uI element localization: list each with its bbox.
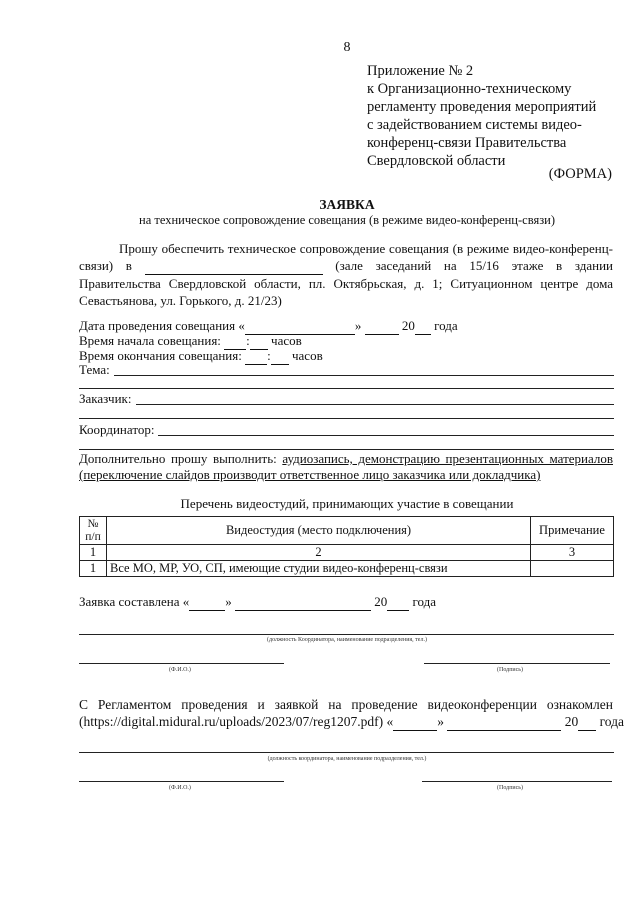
table-caption: Перечень видеостудий, принимающих участие в совещании bbox=[180, 496, 514, 511]
topic-field-line-2[interactable] bbox=[79, 388, 614, 389]
date-label: Дата проведения совещания « bbox=[79, 318, 245, 333]
request-text-2: (зале заседаний на 15/16 этаже в здании Правительства Свердловской области, пл. Октябрьская, д. 1; Ситуационном центре дома Севастьянова, ул. Горького, д. 21/23) bbox=[79, 258, 614, 308]
compiled-year-suffix: года bbox=[412, 594, 436, 609]
index-note: 3 bbox=[531, 545, 614, 561]
row-num: 1 bbox=[80, 561, 107, 577]
row-note[interactable] bbox=[531, 561, 614, 577]
request-paragraph bbox=[79, 240, 613, 309]
table-row bbox=[80, 561, 614, 577]
request-text-1: Прошу обеспечить техническое сопровождение совещания (в режиме видео-конференц-связи) в bbox=[79, 241, 613, 273]
coordinator-field-line-2[interactable] bbox=[79, 449, 614, 450]
date-quote-close: » bbox=[354, 318, 362, 333]
compiled-month-field[interactable] bbox=[235, 594, 371, 611]
appendix-line: Приложение № 2 bbox=[367, 63, 474, 79]
end-minute-field[interactable] bbox=[271, 348, 289, 365]
ack-quote-open: « bbox=[386, 714, 394, 729]
additional-paragraph bbox=[79, 451, 613, 483]
form-label: (ФОРМА) bbox=[548, 166, 612, 182]
ack-month-field[interactable] bbox=[447, 713, 561, 731]
table-index-row bbox=[80, 545, 614, 561]
index-studio: 2 bbox=[107, 545, 531, 561]
start-time-suffix: часов bbox=[271, 333, 302, 348]
date-year-field[interactable] bbox=[415, 318, 431, 335]
end-time-suffix: часов bbox=[291, 348, 323, 363]
signature-field-2[interactable] bbox=[422, 781, 612, 782]
start-time-sep: : bbox=[246, 333, 250, 348]
acknowledgement-line-1: С Регламентом проведения и заявкой на проведение видеоконференции ознакомлен bbox=[79, 697, 613, 712]
header-num: № п/п bbox=[80, 517, 107, 545]
compiled-year-prefix: 20 bbox=[374, 594, 388, 609]
additional-text[interactable]: аудиозапись, демонстрацию презентационных материалов (переключение слайдов производит ответственное лицо заказчика или докладчика) bbox=[79, 451, 613, 482]
customer-field-line-2[interactable] bbox=[79, 418, 614, 419]
name-field-2[interactable] bbox=[79, 781, 284, 782]
position-field-2[interactable] bbox=[79, 752, 614, 753]
header-studio: Видеостудия (место подключения) bbox=[107, 517, 531, 545]
end-hour-field[interactable] bbox=[245, 348, 267, 365]
topic-field[interactable] bbox=[114, 375, 614, 376]
regulation-link[interactable]: (https://digital.midural.ru/uploads/2023/07/reg1207.pdf) bbox=[79, 714, 384, 729]
start-time-label: Время начала совещания: bbox=[79, 333, 221, 348]
date-space-field[interactable] bbox=[365, 318, 399, 335]
appendix-line: Свердловской области bbox=[367, 153, 506, 169]
name-caption-1: (Ф.И.О.) bbox=[169, 667, 191, 673]
additional-label: Дополнительно прошу выполнить: bbox=[79, 451, 277, 466]
signature-field-1[interactable] bbox=[424, 663, 610, 664]
topic-label: Тема: bbox=[79, 362, 110, 377]
acknowledgement-line-2 bbox=[79, 713, 625, 731]
customer-field[interactable] bbox=[136, 404, 614, 405]
appendix-header bbox=[367, 62, 596, 170]
ack-year-prefix: 20 bbox=[564, 714, 579, 729]
table-header-row bbox=[80, 517, 614, 545]
signature-caption-1: (Подпись) bbox=[497, 667, 524, 673]
coordinator-field[interactable] bbox=[158, 435, 614, 436]
signature-caption-2: (Подпись) bbox=[497, 785, 524, 791]
end-time-sep: : bbox=[267, 348, 271, 363]
ack-day-field[interactable] bbox=[393, 713, 437, 731]
header-note: Примечание bbox=[531, 517, 614, 545]
document-title: ЗАЯВКА bbox=[319, 197, 375, 212]
index-num: 1 bbox=[80, 545, 107, 561]
end-time-label: Время окончания совещания: bbox=[79, 348, 242, 363]
document-subtitle: на техническое сопровождение совещания (в режиме видео-конференц-связи) bbox=[139, 213, 555, 227]
appendix-line: с задействованием системы видео- bbox=[367, 117, 582, 133]
date-year-suffix: года bbox=[434, 318, 458, 333]
compiled-quote-close: » bbox=[225, 594, 232, 609]
ack-quote-close: » bbox=[437, 714, 444, 729]
location-field[interactable] bbox=[145, 257, 323, 275]
page-number: 8 bbox=[343, 40, 351, 55]
row-studio[interactable]: Все МО, МР, УО, СП, имеющие студии видео-конференц-связи bbox=[107, 561, 531, 577]
position-caption-2: (должность координатора, наименование подразделения, тел.) bbox=[267, 756, 427, 762]
position-caption-1: (должность Координатора, наименование подразделения, тел.) bbox=[267, 637, 427, 643]
ack-year-field[interactable] bbox=[578, 713, 596, 731]
appendix-line: конференц-связи Правительства bbox=[367, 135, 567, 151]
position-field-1[interactable] bbox=[79, 634, 614, 635]
compiled-year-field[interactable] bbox=[387, 594, 409, 611]
name-field-1[interactable] bbox=[79, 663, 284, 664]
date-year-prefix: 20 bbox=[401, 318, 415, 333]
end-time-line bbox=[79, 348, 323, 365]
appendix-line: регламенту проведения мероприятий bbox=[367, 99, 597, 115]
compiled-day-field[interactable] bbox=[189, 594, 225, 611]
compiled-line bbox=[79, 594, 436, 611]
coordinator-label: Координатор: bbox=[79, 422, 155, 437]
compiled-label: Заявка составлена « bbox=[79, 594, 190, 609]
appendix-line: к Организационно-техническому bbox=[367, 81, 572, 97]
customer-label: Заказчик: bbox=[79, 391, 132, 406]
name-caption-2: (Ф.И.О.) bbox=[169, 785, 191, 791]
ack-year-suffix: года bbox=[599, 714, 625, 729]
studios-table bbox=[79, 516, 614, 577]
acknowledgement-paragraph bbox=[79, 696, 625, 731]
